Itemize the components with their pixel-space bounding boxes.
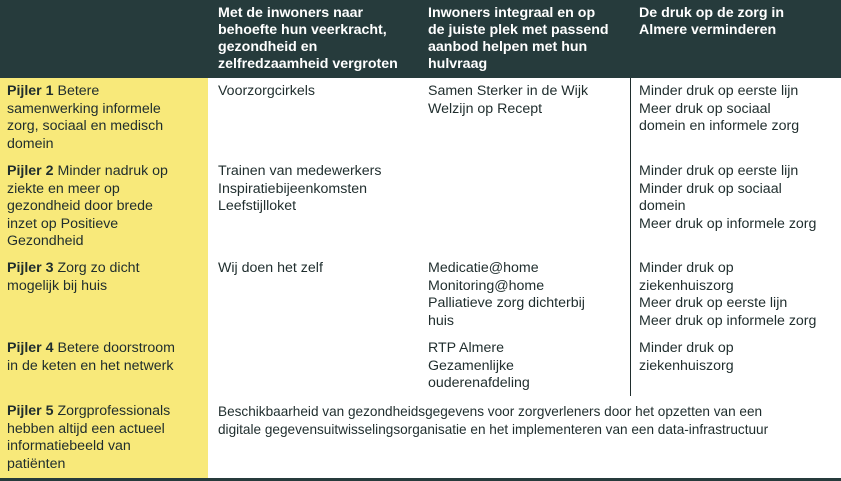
- row-1-col-3: Samen Sterker in de Wijk Welzijn op Recept: [428, 83, 589, 117]
- row-2-col-2: Trainen van medewerkers Inspiratiebijeenkomsten Leefstijlloket: [218, 163, 382, 214]
- pijler-3-cell: Pijler 3 Zorg zo dicht mogelijk bij huis: [7, 260, 140, 294]
- row-2-col-4: Minder druk op eerste lijn Minder druk op sociaal domein Meer druk op informele zorg: [639, 163, 817, 232]
- header-col-veerkracht: Met de inwoners naar behoefte hun veerkracht, gezondheid en zelfredzaamheid vergroten: [218, 5, 398, 72]
- row-1-col-4: Minder druk op eerste lijn Meer druk op sociaal domein en informele zorg: [639, 83, 800, 134]
- column-divider: [630, 78, 631, 396]
- pijler-1-title: Pijler 1: [7, 83, 54, 99]
- pijler-3-title: Pijler 3: [7, 260, 54, 276]
- pijler-2-cell: Pijler 2 Minder nadruk op ziekte en meer op gezondheid door brede inzet op Positieve Gezondheid: [7, 163, 168, 249]
- row-4-col-3: RTP Almere Gezamenlijke ouderenafdeling: [428, 340, 530, 391]
- pijler-5-cell: Pijler 5 Zorgprofessionals hebben altijd een actueel informatiebeeld van patiënten: [7, 403, 171, 472]
- row-3-col-4: Minder druk op ziekenhuiszorg Meer druk op eerste lijn Meer druk op informele zorg: [639, 260, 817, 329]
- row-3-col-3: Medicatie@home Monitoring@home Palliatieve zorg dichterbij huis: [428, 260, 585, 329]
- row-3-col-2: Wij doen het zelf: [218, 260, 323, 276]
- pijler-4-title: Pijler 4: [7, 340, 54, 356]
- pijler-2-title: Pijler 2: [7, 163, 54, 179]
- pijler-1-cell: Pijler 1 Betere samenwerking informele zorg, sociaal en medisch domein: [7, 83, 164, 152]
- pijler-4-cell: Pijler 4 Betere doorstroom in de keten en het netwerk: [7, 340, 175, 374]
- row-1-col-2: Voorzorgcirkels: [218, 83, 315, 99]
- row-5-span-cell: Beschikbaarheid van gezondheidsgegevens voor zorgverleners door het opzetten van een digitale gegevensuitwisselingsorganisatie en het implementeren van een data-infrastructuur: [218, 404, 769, 437]
- header-col-integraal: Inwoners integraal en op de juiste plek met passend aanbod helpen met hun hulvraag: [428, 5, 609, 72]
- row-4-col-4: Minder druk op ziekenhuiszorg: [639, 340, 734, 374]
- pijler-5-title: Pijler 5: [7, 403, 54, 419]
- header-col-druk: De druk op de zorg in Almere verminderen: [639, 5, 785, 38]
